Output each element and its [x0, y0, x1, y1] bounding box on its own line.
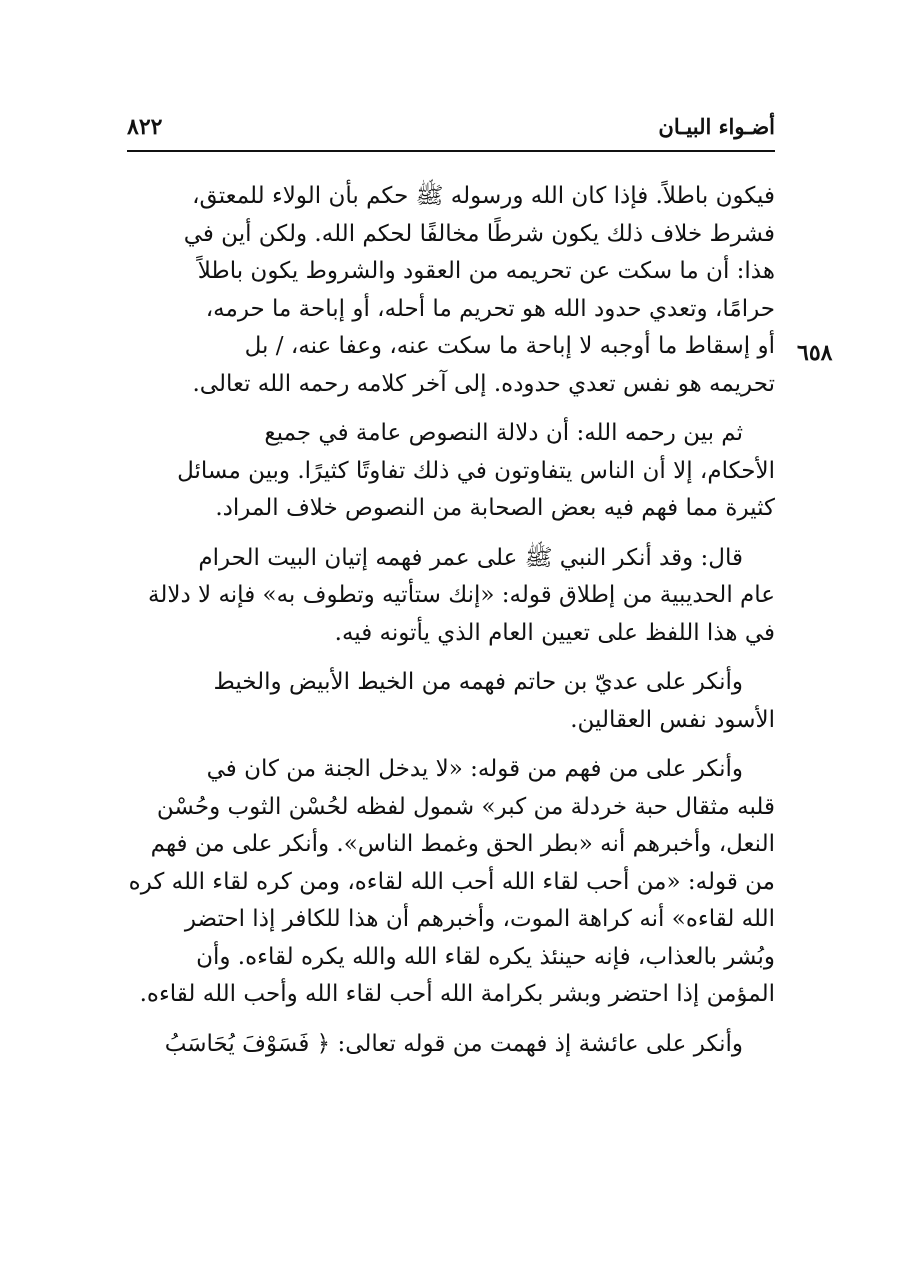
paragraph — [127, 540, 775, 653]
text-line: أو إسقاط ما أوجبه لا إباحة ما سكت عنه، وعفا عنه، / بل — [244, 333, 775, 359]
text-line: وأنكر على عائشة إذ فهمت من قوله تعالى: ﴿ فَسَوْفَ يُحَاسَبُ — [164, 1030, 743, 1057]
paragraph — [127, 415, 775, 528]
running-title: أضـواء البيـان — [658, 114, 775, 139]
text-line: قال: وقد أنكر النبي ﷺ على عمر فهمه إتيان البيت الحرام — [198, 544, 743, 571]
running-header — [127, 108, 775, 148]
text-line: من قوله: «من أحب لقاء الله أحب الله لقاءه، ومن كره لقاء الله كره — [128, 868, 775, 895]
text-line: المؤمن إذا احتضر وبشر بكرامة الله أحب لقاء الله وأحب الله لقاءه. — [139, 981, 775, 1007]
paragraph — [127, 664, 775, 739]
text-line: هذا: أن ما سكت عن تحريمه من العقود والشروط يكون باطلاً — [197, 258, 775, 284]
text-line: فيكون باطلاً. فإذا كان الله ورسوله ﷺ حكم بأن الولاء للمعتق، — [192, 183, 775, 209]
header-rule — [127, 150, 775, 152]
text-line: النعل، وأخبرهم أنه «بطر الحق وغمط الناس». وأنكر على من فهم — [150, 831, 775, 857]
paragraph — [127, 1026, 775, 1064]
paragraph — [127, 178, 775, 403]
text-line: تحريمه هو نفس تعدي حدوده. إلى آخر كلامه رحمه الله تعالى. — [192, 370, 775, 397]
text-line: فشرط خلاف ذلك يكون شرطًا مخالفًا لحكم الله. ولكن أين في — [183, 220, 775, 247]
text-line: كثيرة مما فهم فيه بعض الصحابة من النصوص خلاف المراد. — [215, 495, 775, 521]
text-line: الأسود نفس العقالين. — [570, 706, 775, 733]
text-line: عام الحديبية من إطلاق قوله: «إنك ستأتيه وتطوف به» فإنه لا دلالة — [148, 582, 775, 608]
text-line: في هذا اللفظ على تعيين العام الذي يأتونه فيه. — [334, 619, 775, 646]
text-line: الأحكام، إلا أن الناس يتفاوتون في ذلك تفاوتًا كثيرًا. وبين مسائل — [177, 457, 775, 484]
text-line: وبُشر بالعذاب، فإنه حينئذ يكره لقاء الله والله يكره لقاءه. وأن — [196, 943, 775, 970]
text-line: ثم بين رحمه الله: أن دلالة النصوص عامة في جميع — [264, 420, 743, 446]
text-line: الله لقاءه» أنه كراهة الموت، وأخبرهم أن هذا للكافر إذا احتضر — [184, 906, 775, 932]
body-text — [127, 178, 775, 1075]
text-line: وأنكر على من فهم من قوله: «لا يدخل الجنة من كان في — [206, 756, 743, 782]
margin-page-reference: ٦٥٨ — [797, 340, 833, 366]
text-line: قلبه مثقال حبة خردلة من كبر» شمول لفظه لحُسْن الثوب وحُسْن — [156, 793, 775, 820]
text-line: حرامًا، وتعدي حدود الله هو تحريم ما أحله، أو إباحة ما حرمه، — [205, 295, 775, 322]
page-number: ٨٢٢ — [127, 114, 163, 140]
text-line: وأنكر على عديّ بن حاتم فهمه من الخيط الأبيض والخيط — [213, 669, 743, 695]
paragraph — [127, 751, 775, 1014]
